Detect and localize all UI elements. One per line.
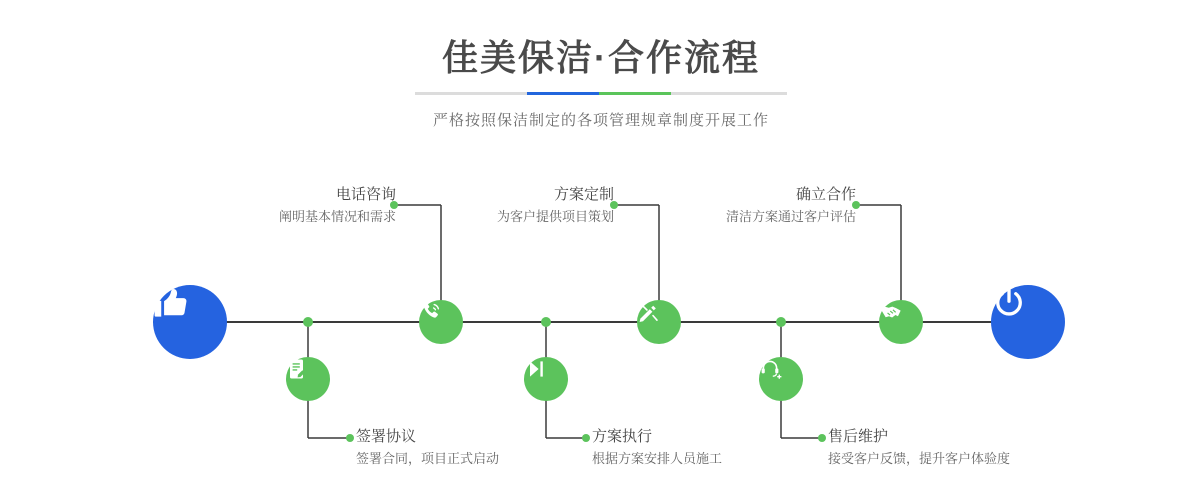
divider-segment-green [599, 92, 671, 95]
step-node-6[interactable] [759, 357, 803, 401]
process-diagram [0, 155, 1202, 502]
thumbs-up-icon [153, 285, 191, 323]
step-title-2: 签署协议 [356, 428, 417, 445]
step-node-5[interactable] [879, 300, 923, 344]
step-desc-5: 清洁方案通过客户评估 [725, 209, 856, 224]
power-icon [991, 285, 1027, 321]
play-execute-icon [524, 357, 548, 381]
end-endpoint [991, 285, 1065, 359]
step-desc-4: 根据方案安排人员施工 [592, 451, 723, 466]
step-label-5 [708, 185, 856, 226]
step-desc-3: 为客户提供项目策划 [496, 209, 614, 224]
step-label-3 [462, 185, 614, 226]
step-title-3: 方案定制 [553, 186, 614, 203]
step-node-1[interactable] [419, 300, 463, 344]
step-node-4[interactable] [524, 357, 568, 401]
plan-pencil-icon [637, 300, 661, 324]
step-label-4 [592, 427, 722, 468]
sign-document-icon [286, 357, 310, 381]
step-node-2[interactable] [286, 357, 330, 401]
step-title-5: 确立合作 [795, 186, 856, 203]
step-label-6 [828, 427, 1010, 468]
step-desc-6: 接受客户反馈，提升客户体验度 [828, 451, 1011, 466]
title-divider [415, 92, 787, 95]
start-endpoint [153, 285, 227, 359]
step-node-3[interactable] [637, 300, 681, 344]
customer-service-icon [759, 357, 783, 381]
step-label-1 [250, 185, 396, 226]
step-title-1: 电话咨询 [335, 186, 396, 203]
step-title-6: 售后维护 [828, 428, 889, 445]
step-desc-2: 签署合同，项目正式启动 [356, 451, 500, 466]
page-subtitle: 严格按照保洁制定的各项管理规章制度开展工作 [432, 112, 769, 129]
header [0, 0, 1202, 130]
handshake-icon [879, 300, 904, 325]
phone-call-icon [419, 300, 443, 324]
page-title: 佳美保洁·合作流程 [442, 37, 760, 78]
step-title-4: 方案执行 [592, 428, 653, 445]
step-desc-1: 阐明基本情况和需求 [278, 209, 396, 224]
divider-segment-blue [527, 92, 599, 95]
step-label-2 [356, 427, 499, 468]
